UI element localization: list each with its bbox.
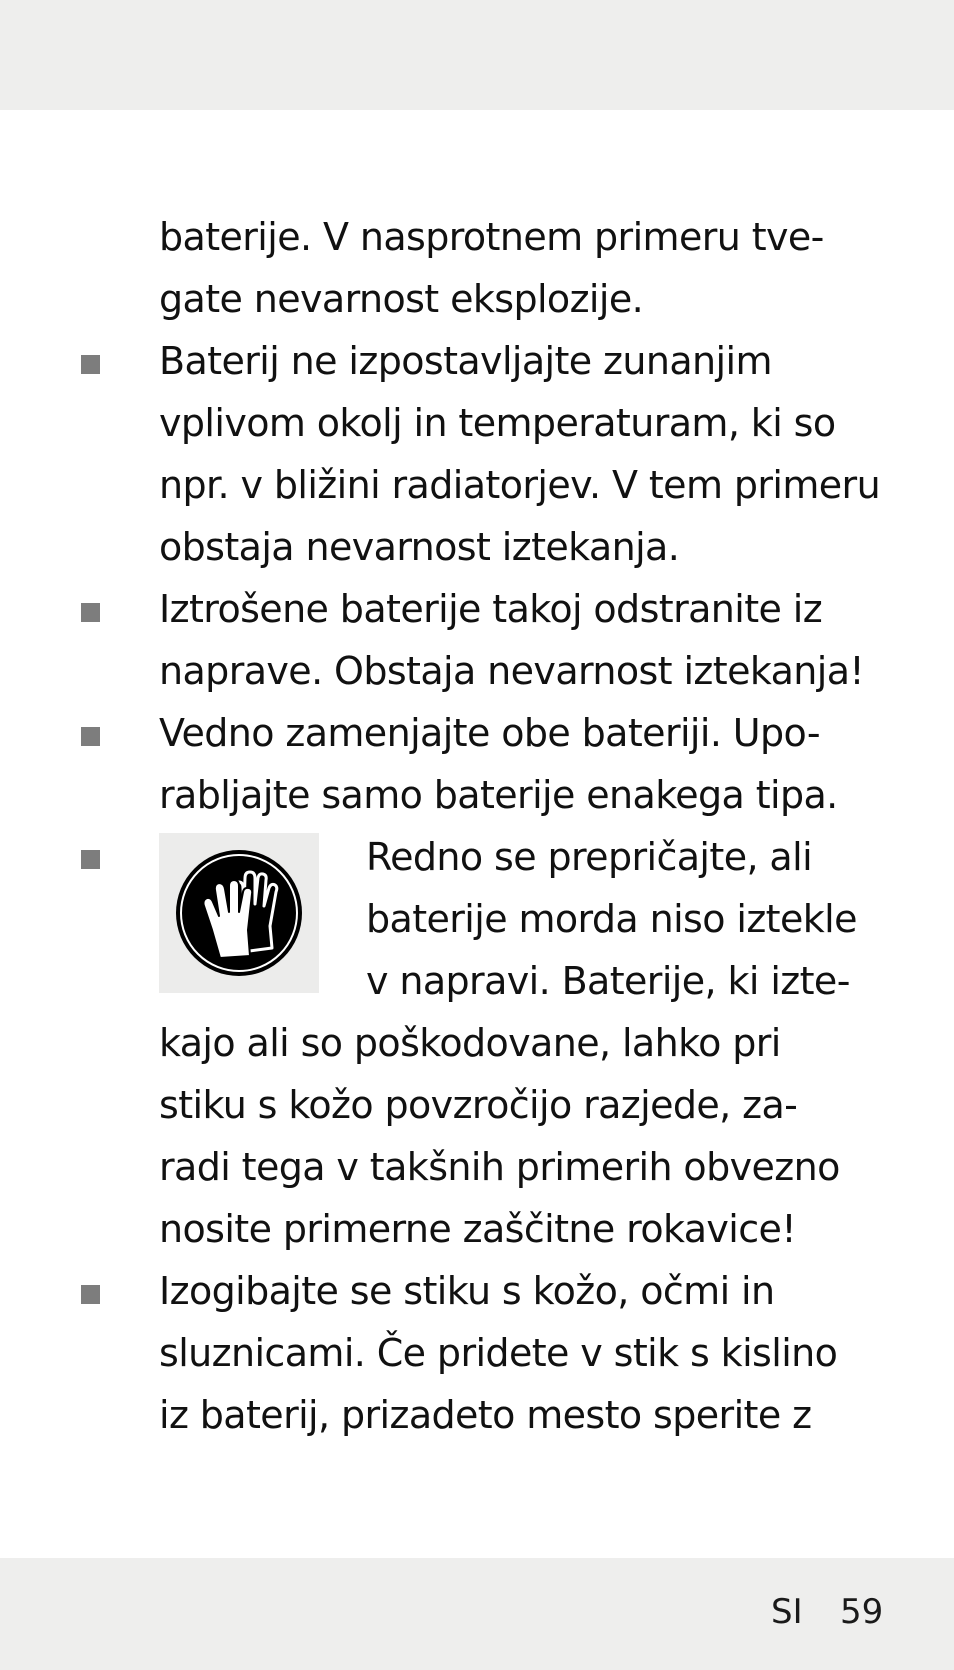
gloves-pictogram — [159, 833, 319, 993]
text-line: sluznicami. Če pridete v stik s kislino — [159, 1331, 838, 1375]
text-line: nosite primerne zaščitne rokavice! — [159, 1207, 796, 1251]
text-line: rabljajte samo baterije enakega tipa. — [159, 773, 838, 817]
text-line: gate nevarnost eksplozije. — [159, 277, 644, 321]
bullet-marker — [81, 1285, 100, 1304]
bullet-marker — [81, 727, 100, 746]
bullet-marker — [81, 850, 100, 869]
footer-band — [0, 1558, 954, 1670]
text-line: Izogibajte se stiku s kožo, očmi in — [159, 1269, 775, 1313]
text-line: stiku s kožo povzročijo razjede, za- — [159, 1083, 798, 1127]
page-number: 59 — [840, 1592, 884, 1632]
text-line: npr. v bližini radiatorjev. V tem primeru — [159, 463, 881, 507]
text-line: vplivom okolj in temperaturam, ki so — [159, 401, 836, 445]
text-line: kajo ali so poškodovane, lahko pri — [159, 1021, 781, 1065]
text-line: Iztrošene baterije takoj odstranite iz — [159, 587, 823, 631]
text-line: naprave. Obstaja nevarnost iztekanja! — [159, 649, 865, 693]
text-line: baterije morda niso iztekle — [366, 897, 857, 941]
text-line: v napravi. Baterije, ki izte- — [366, 959, 850, 1003]
bullet-marker — [81, 355, 100, 374]
text-line: baterije. V nasprotnem primeru tve- — [159, 215, 824, 259]
text-line: Redno se prepričajte, ali — [366, 835, 813, 879]
text-line: Baterij ne izpostavljajte zunanjim — [159, 339, 772, 383]
text-line: iz baterij, prizadeto mesto sperite z — [159, 1393, 812, 1437]
text-line: Vedno zamenjajte obe bateriji. Upo- — [159, 711, 820, 755]
text-line: obstaja nevarnost iztekanja. — [159, 525, 680, 569]
bullet-marker — [81, 603, 100, 622]
protective-gloves-icon — [174, 848, 304, 978]
footer-language: SI — [771, 1592, 803, 1632]
text-line: radi tega v takšnih primerih obvezno — [159, 1145, 840, 1189]
